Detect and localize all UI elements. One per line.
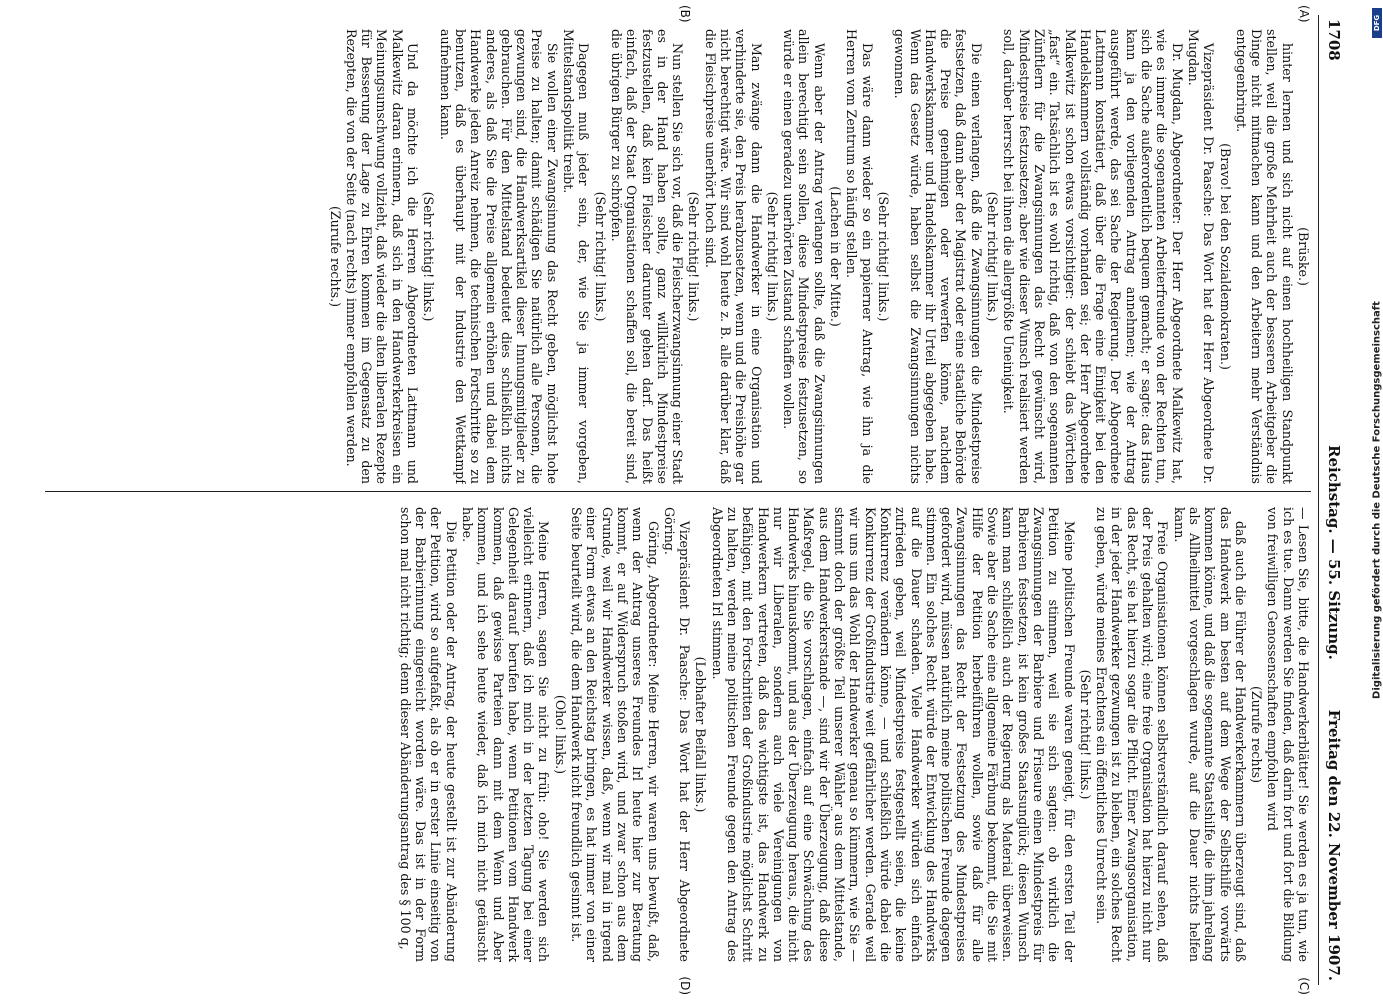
paragraph: Sie wollen einer Zwangsinnung das Recht geben, möglichst hohe Preise zu halten; damit schädigen Sie natürlich alle Personen, die gezwungen sind, die Handwerksartikel dieser Innungsmitglieder zu gebrauchen. Für den Mittelstand bedeutet dies schließlich nichts anderes, als daß Sie die Preise allgemein erhöhen und dabei dem Handwerke jeden Anreiz nehmen, die technischen Fortschritte so zu benutzen, daß es überhaupt mit der Industrie den Wettkampf aufnehmen kann. bbox=[437, 29, 560, 484]
paragraph: (Sehr richtig! links.) bbox=[764, 191, 780, 322]
paragraph: (Lachen in der Mitte.) bbox=[828, 186, 844, 327]
session-title: Reichstag. — 55. Sitzung. bbox=[1325, 445, 1343, 660]
paragraph: daß auch die Führer der Handwerkerkammern überzeugt sind, daß das Handwerk am besten auf dem Wege der Selbsthilfe vorwärts kommen könne, und daß die sogenannte Staatshilfe, die ihm jahrelang als Allheilmittel vorgeschlagen wurde, auf die Dauer nichts helfen kann. bbox=[1171, 507, 1248, 962]
paragraph: Man zwänge dann die Handwerker in eine Organisation und verhinderte sie, den Preis herabzusetzen, wenn und die Preishöhe gar nicht berechtigt wäre. Wir sind wohl heute z. B. alle darüber klar, daß die Fleischpreise unerhört hoch sind. bbox=[702, 29, 764, 484]
paragraph: Freie Organisationen können selbstverständlich darauf sehen, daß der Preis gehalten wird; eine freie Organisation hat hierzu nicht nur das Recht, sie hat hierzu sogar die Pflicht. Einer Zwangsorganisation, in der jeder Handwerker gezwungen ist zu bleiben, ein solches Recht zu geben, würde meines Erachtens ein öffentliches Unrecht sein. bbox=[1094, 507, 1171, 962]
paragraph: Dagegen muß jeder sein, der, wie Sie ja immer vorgeben, Mittelstandspolitik treibt. bbox=[561, 29, 592, 484]
paragraph: Die einen verlangen, daß die Zwangsinnungen die Mindestpreise festsetzen, daß dann aber der Magistrat oder eine staatliche Behörde die Preise genehmigen oder verwerfen könne, nachdem Handwerkskammer und Handelskammer ihr Urteil abgegeben habe. Wenn das Gesetz würde, haben selbst die Zwangsinnungen nichts gewonnen. bbox=[892, 29, 984, 484]
paragraph: Vizepräsident Dr. Paasche: Das Wort hat der Herr Abgeordnete Göring. bbox=[661, 507, 693, 962]
left-text-column bbox=[37, 29, 1311, 484]
margin-mark-d: (D) bbox=[678, 976, 692, 995]
paragraph: (Zurufe rechts) bbox=[1249, 685, 1265, 784]
paragraph: (Sehr richtig! links.) bbox=[875, 191, 891, 322]
paragraph: (Zurufe rechts.) bbox=[327, 205, 343, 308]
paragraph: Die Petition oder der Antrag, der heute gestellt ist zur Abänderung der Petition, wird so aufgefaßt, als ob er in erster Linie einseitig von der Barbierinnung eingereicht worden wäre. Das ist in der Form schon mal nicht richtig; denn dieser Abänderungsantrag des § 100 q, bbox=[397, 507, 459, 962]
dfg-logo bbox=[1372, 8, 1382, 38]
paragraph: — Lesen Sie, bitte, die Handwerkerblätter! Sie werden es ja tun, wie ich es tue. Dann werden Sie finden, daß darin fort und fort die Bildung von freiwilligen Genossenschaften empfohlen wird bbox=[1265, 507, 1311, 962]
logo-text: DFG bbox=[1373, 14, 1381, 32]
paragraph: Meine politischen Freunde waren geneigt, für den ersten Teil der Petition zu stimmen, weil sie sich sagten: ob wirklich die Zwangsinnungen der Barbiere und Friseure einen Mindestpreis für Barbieren festsetzen, ist kein großes Staatsunglück; diesen Wunsch kann man schließlich auch der Regierung als Material überweisen. Sowie aber die Sache eine allgemeine Färbung bekommt, die Sie mit Hilfe der Petition herbeiführen wollen, sowie daß für alle Zwangsinnungen das Recht der Festsetzung des Mindestpreises gefordert wird, müssen natürlich meine politischen Freunde dagegen stimmen. Ein solches Recht würde der Entwicklung des Handwerks auf die Dauer schaden. Viele Handwerker würden sich einfach zufrieden geben, weil Mindestpreise festgestellt seien, die keine Konkurrenz verändern könne, — und schließlich würde dabei die Konkurrenz der Großindustrie weit gefährlicher werden. Gerade weil wir uns um das Wohl der Handwerker genau so kümmern, wie Sie — stammt doch der größte Teil unserer Wähler aus dem Mittelstande, aus dem Handwerkerstande —, sind wir der Überzeugung, daß diese Maßregel, die Sie vorschlagen, einfach auf eine Schwächung des Handwerks hinauskommt, und aus der Überzeugung heraus, die nicht nur wir Liberalen, sondern auch viele Vereinigungen von Handwerkern vertreten, daß das wichtigste ist, das Handwerk zu befähigen, mit den Fortschritten der Großindustrie möglichst Schritt zu halten, werden meine politischen Freunde gegen den Antrag des Abgeordneten Irl stimmen. bbox=[709, 507, 1077, 962]
session-date: Freitag den 22. November 1907. bbox=[1325, 709, 1343, 981]
paragraph: (Sehr richtig! links.) bbox=[421, 191, 437, 322]
paragraph: (Bravo! bei den Sozialdemokraten.) bbox=[1217, 143, 1233, 370]
paragraph: Das wäre dann wieder so ein papierner Antrag, wie ihn ja die Herren vom Zentrum so häufig stellen. bbox=[844, 29, 875, 484]
paragraph: Göring, Abgeordneter: Meine Herren, wir waren uns bewußt, daß, wenn der Antrag unseres Freundes Irl heute hier zur Beratung kommt, er auf Widerspruch stoßen wird, und zwar schon aus dem Grunde, weil wir Handwerker wissen, daß, wenn wir mal in irgend einer Form etwas an den Reichstag bringen, es hat immer von einer Seite beurteilt wird, die dem Handwerk nicht freundlich gesinnt ist. bbox=[569, 507, 661, 962]
running-header bbox=[1318, 15, 1347, 985]
paragraph: Und da möchte ich die Herren Abgeordneten Lattmann und Malkewitz daran erinnern, daß sich in den Handwerkerkreisen ein Meinungsumschwung vollzieht, daß wieder die alten liberalen Rezepte für Besserung der Lage zu Ehren kommen im Gegensatz zu den Rezepten, die von der Seite (nach rechts) immer empfohlen werden. bbox=[343, 29, 421, 484]
page-number: 1708 bbox=[1325, 19, 1343, 61]
paragraph: Dr. Mugdan, Abgeordneter: Der Herr Abgeordnete Malkewitz hat, wie es immer die sogenannten Arbeiterfreunde von der Rechten tun, sich die Sache außerordentlich bequem gemacht; er sagte: das Haus kann ja den vorliegenden Antrag annehmen; wie der Antrag ausgeführt werde, das sei Sache der Regierung. Der Abgeordnete Lattmann konstatiert, daß über die Frage eine Einigkeit bei den Handelskammern vollständig vorhanden sei; der Herr Abgeordnete Malkewitz ist schon etwas vorsichtiger: der schiebt das Wörtchen „fast“ ein. Tatsächlich ist es wohl richtig, daß von den sogenannten Zünftlern für die Zwangsinnungen das Recht gewünscht wird, Mindestpreise festzusetzen; aber wie dieser Wunsch realisiert werden soll, darüber herrscht bei ihnen die allergrößte Uneinigkeit. bbox=[1001, 29, 1185, 484]
paragraph: (Oho! links.) bbox=[552, 694, 568, 775]
paragraph: hinter lernen und sich nicht auf einen hochheiligen Standpunkt stellen, weil die große Mehrheit auch der besseren Arbeitgeber die Dinge nicht mitmachen kann und den Arbeitern mehr Verständnis entgegenbringt. bbox=[1233, 29, 1295, 484]
paragraph: Wenn aber der Antrag verlangen sollte, daß die Zwangsinnungen allein berechtigt sein sollen, diese Mindestpreise festzusetzen, so würde er einen geradezu unerhörten Zustand schaffen wollen. bbox=[781, 29, 827, 484]
credit-text: Digitalisierung gefördert durch die Deutsche Forschungsgemeinschaft bbox=[1371, 301, 1383, 699]
rotated-page-content bbox=[37, 5, 1347, 995]
margin-mark-b: (B) bbox=[678, 5, 692, 23]
right-text-column bbox=[37, 507, 1311, 962]
paragraph: (Sehr richtig! links.) bbox=[985, 191, 1001, 322]
paragraph: Nun stellen Sie sich vor, daß die Fleischerzwangsinnung einer Stadt es in der Hand haben sollte, ganz willkürlich Mindestpreise festzustellen, daß kein Fleischer darunter gehen darf. Das heißt einfach, daß der Staat Organisationen schaffen soll, die bereit sind, die übrigen Bürger zu schröpfen. bbox=[608, 29, 686, 484]
margin-mark-a: (A) bbox=[1297, 5, 1311, 23]
paragraph: Vizepräsident Dr. Paasche: Das Wort hat der Herr Abgeordnete Dr. Mugdan. bbox=[1185, 29, 1217, 484]
paragraph: (Sehr richtig! links.) bbox=[592, 191, 608, 322]
paragraph: (Brüske.) bbox=[1296, 227, 1311, 286]
paragraph: Meine Herren, sagen Sie nicht zu früh: oho! Sie werden sich vielleicht erinnern, daß ich mich in der letzten Tagung bei einer Gelegenheit darauf berufen habe, wenn Petitionen vom Handwerk kommen, daß gewisse Parteien dann mit dem Wenn und Aber kommen, und ich sehe heute wieder, daß ich mich nicht getäuscht habe. bbox=[459, 507, 552, 962]
paragraph: (Sehr richtig! links.) bbox=[686, 191, 702, 322]
paragraph: (Sehr richtig! links.) bbox=[1077, 669, 1093, 800]
paragraph: (Lebhafter Beifall links.) bbox=[693, 656, 709, 813]
margin-mark-c: (C) bbox=[1297, 977, 1311, 995]
column-divider bbox=[45, 491, 1311, 492]
digitization-credit bbox=[1372, 8, 1382, 992]
